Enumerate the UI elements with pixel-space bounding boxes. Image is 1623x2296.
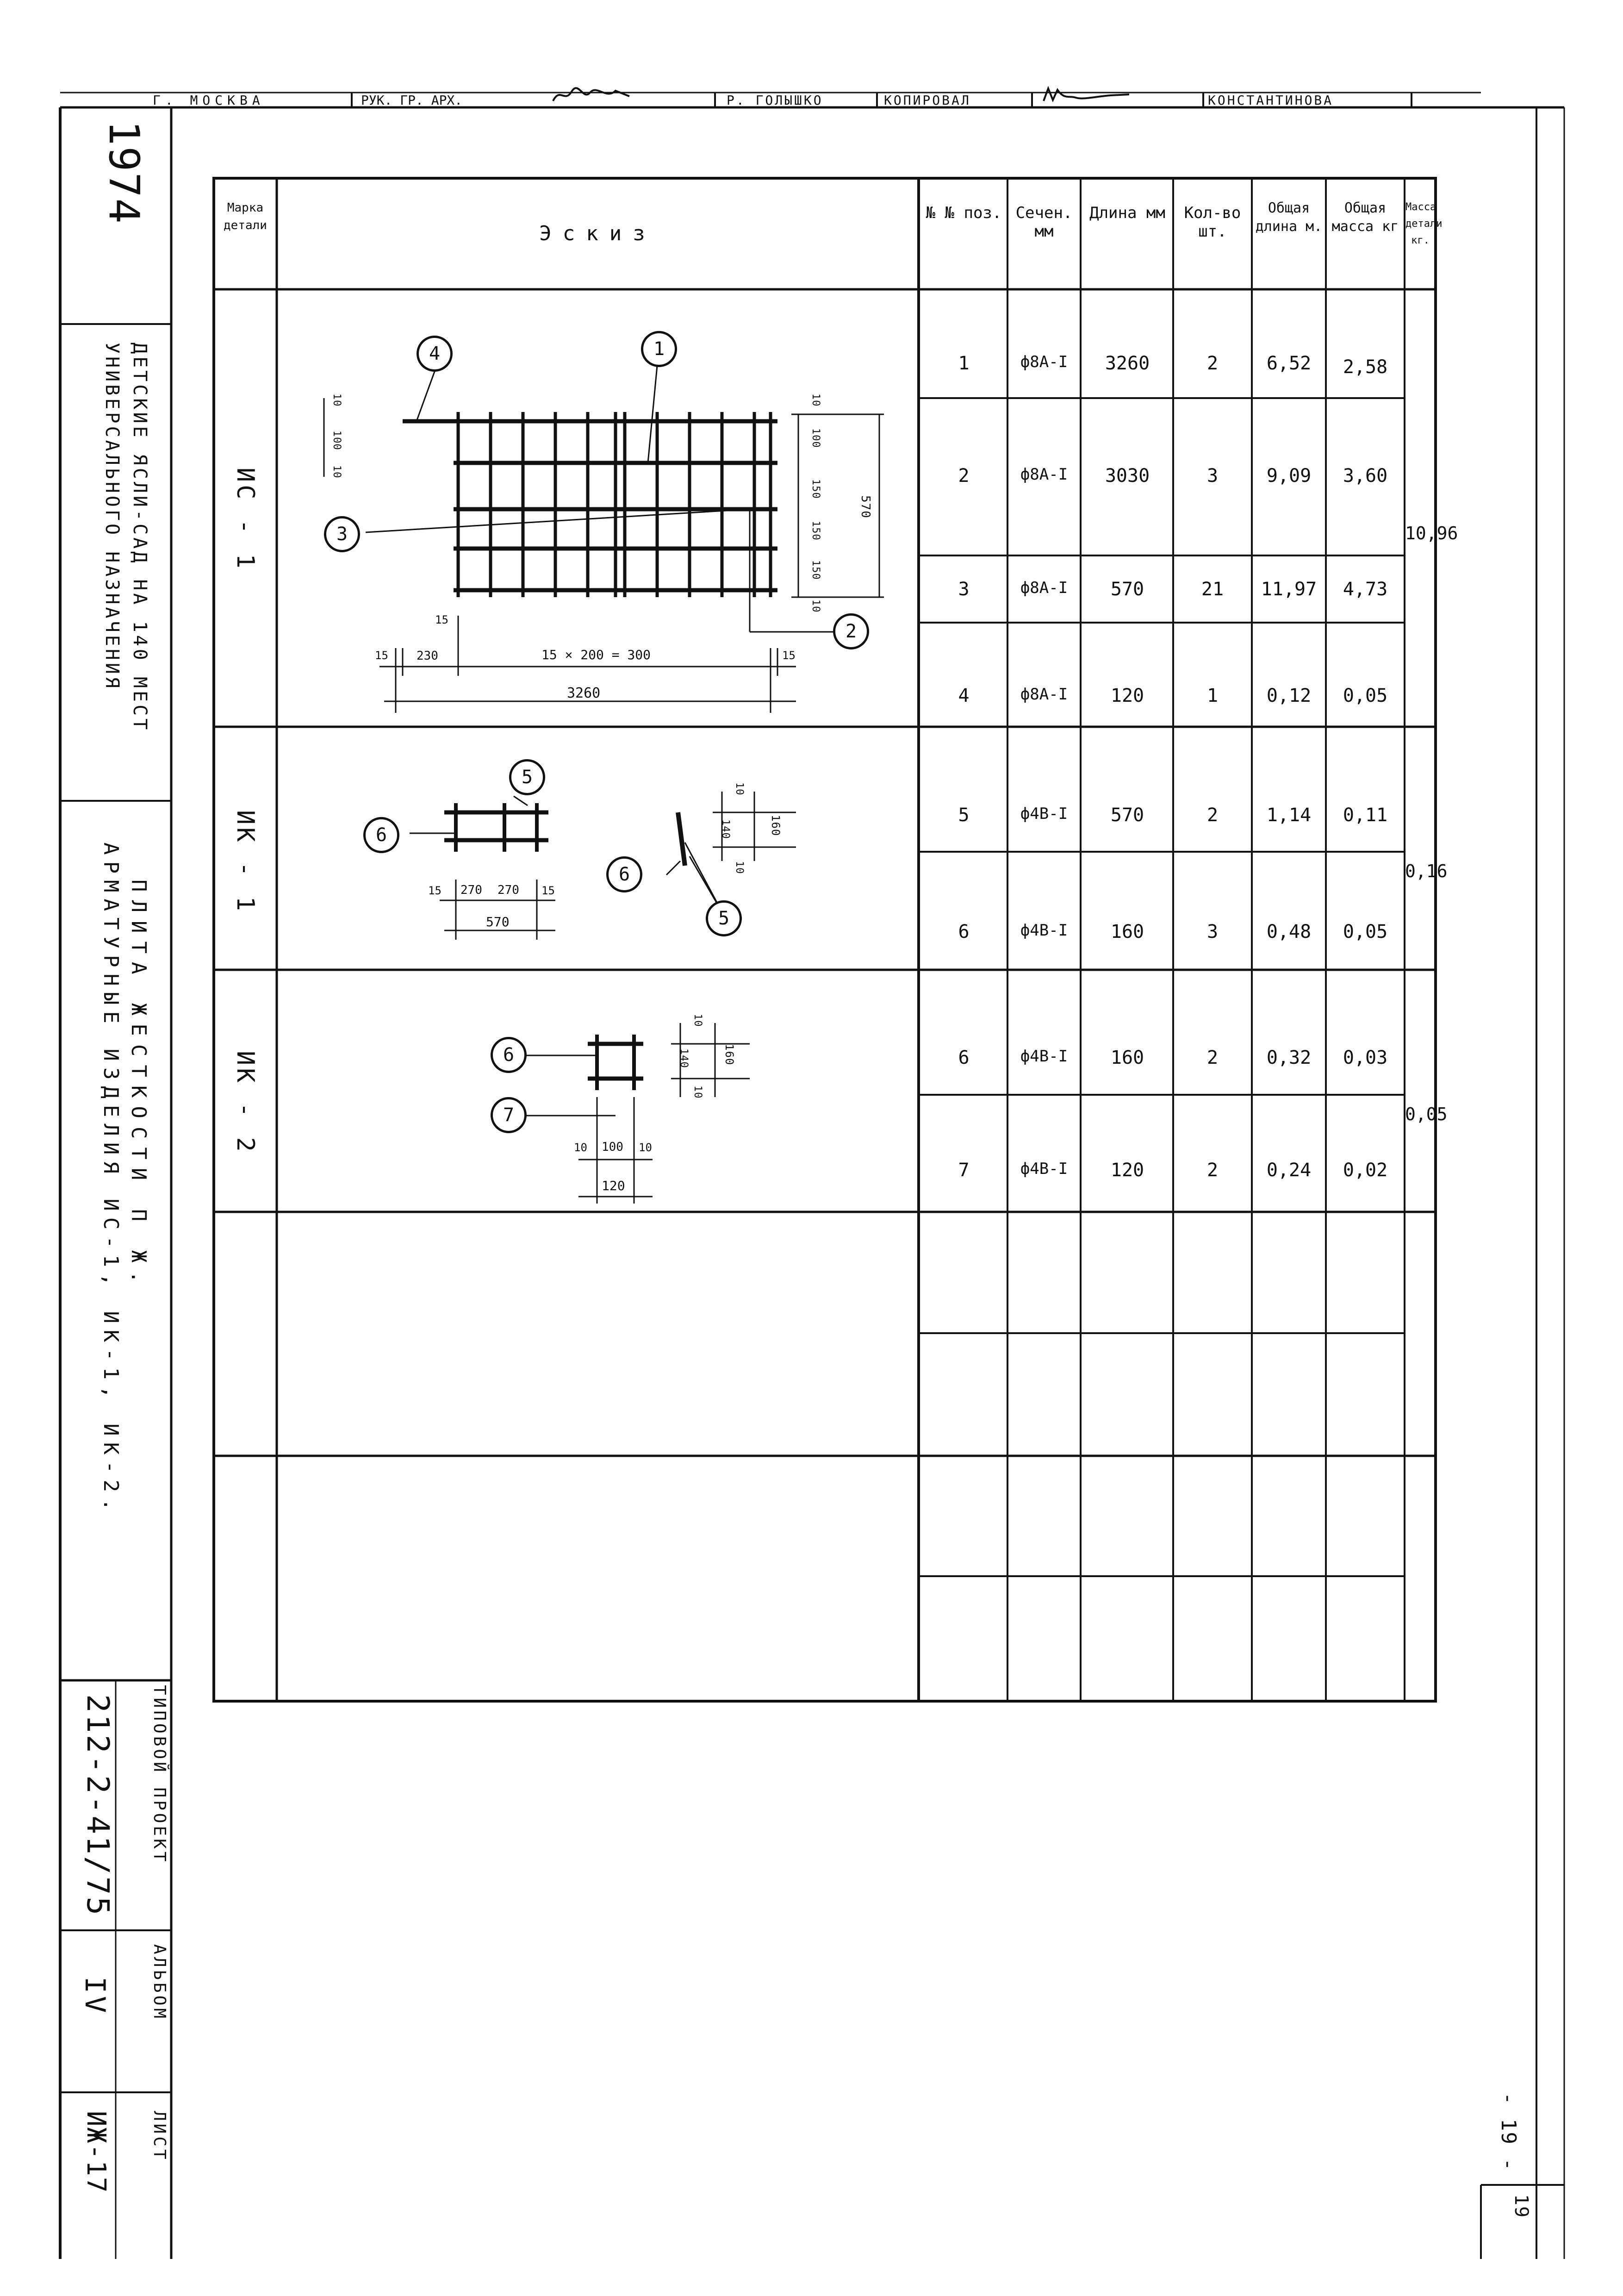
cell-pos: 1 xyxy=(958,353,970,374)
detail-mass-is1: 10,96 xyxy=(1405,523,1458,543)
dim-150-right-a: 150 xyxy=(810,479,821,499)
dim-270-b: 270 xyxy=(497,883,519,897)
header-sketch: Эскиз xyxy=(539,222,656,245)
pos-marker-6-ik2: 6 xyxy=(491,1037,527,1073)
dim-v160-ik2: 160 xyxy=(723,1044,736,1066)
cell-section: ф8А-I xyxy=(1020,465,1068,484)
cell-total-mass: 0,11 xyxy=(1343,805,1388,826)
cell-length: 570 xyxy=(1110,579,1144,600)
cell-total-mass: 0,03 xyxy=(1343,1047,1388,1068)
dim-230: 230 xyxy=(417,649,438,663)
cell-total-mass: 0,05 xyxy=(1343,921,1388,942)
cell-length: 3260 xyxy=(1105,353,1150,374)
sketch-ik2-frame xyxy=(525,1023,750,1204)
dim-v10-ik2-a: 10 xyxy=(692,1014,703,1027)
pos-marker-6-left: 6 xyxy=(363,817,399,853)
header-total-mass: Общая масса кг xyxy=(1331,200,1399,235)
dim-v160: 160 xyxy=(769,815,782,836)
dim-v140-ik2: 140 xyxy=(678,1048,690,1068)
cell-pos: 4 xyxy=(958,685,970,706)
dim-15-b: 15 xyxy=(541,884,555,897)
dim-15-top: 15 xyxy=(435,613,448,626)
pos-marker-7: 7 xyxy=(491,1097,527,1133)
dim-100-right: 100 xyxy=(810,428,821,448)
mark-ik2: ИК - 2 xyxy=(231,1051,259,1154)
sheet-value: ИЖ-17 xyxy=(81,2111,111,2194)
cell-qty: 1 xyxy=(1206,685,1219,706)
cell-section: ф8А-I xyxy=(1020,353,1068,371)
cell-length: 160 xyxy=(1110,921,1144,942)
cell-qty: 3 xyxy=(1206,465,1219,487)
sheet-label: ЛИСТ xyxy=(150,2111,169,2162)
cell-section: ф8А-I xyxy=(1020,579,1068,597)
cell-section: ф8А-I xyxy=(1020,685,1068,704)
mark-ik1: ИК - 1 xyxy=(231,810,259,914)
dim-v10-a: 10 xyxy=(734,782,745,796)
dim-10-right-top: 10 xyxy=(810,393,821,407)
header-qty: Кол-во шт. xyxy=(1184,204,1241,241)
dim-15-right: 15 xyxy=(782,649,796,662)
dim-15-left: 15 xyxy=(375,649,388,662)
cell-length: 570 xyxy=(1110,805,1144,826)
dim-100-left: 100 xyxy=(331,430,342,450)
page-number: - 19 - xyxy=(1497,2092,1520,2171)
cell-total-length: 1,14 xyxy=(1266,805,1312,826)
project-name-line2: УНИВЕРСАЛЬНОГО НАЗНАЧЕНИЯ xyxy=(101,343,123,691)
cell-section: ф4В-I xyxy=(1020,1047,1068,1066)
cell-pos: 7 xyxy=(958,1160,970,1181)
cell-total-length: 11,97 xyxy=(1261,579,1317,600)
dim-120-ik2: 120 xyxy=(602,1178,625,1193)
header-total-length: Общая длина м. xyxy=(1255,200,1323,235)
cell-pos: 5 xyxy=(958,805,970,826)
cell-qty: 2 xyxy=(1206,1047,1219,1068)
dim-10-ik2-b: 10 xyxy=(639,1141,652,1154)
header-mark: Марка детали xyxy=(224,201,267,232)
cell-section: ф4В-I xyxy=(1020,805,1068,823)
cell-section: ф4В-I xyxy=(1020,921,1068,940)
cell-total-length: 0,24 xyxy=(1266,1160,1312,1181)
sheet-title-line2: АРМАТУРНЫЕ ИЗДЕЛИЯ ИС-1, ИК-1, ИК-2. xyxy=(99,842,123,1517)
album-value: IV xyxy=(79,1977,111,2016)
cell-length: 120 xyxy=(1110,1160,1144,1181)
dim-15x200: 15 × 200 = 300 xyxy=(541,647,651,662)
cell-qty: 3 xyxy=(1206,921,1219,942)
cell-total-mass: 2,58 xyxy=(1343,356,1388,378)
pos-marker-5-top: 5 xyxy=(509,759,545,795)
cell-total-length: 0,48 xyxy=(1266,921,1312,942)
sheet-title-line1: ПЛИТА ЖЕСТКОСТИ П Ж. xyxy=(127,880,150,1292)
detail-mass-ik2: 0,05 xyxy=(1405,1104,1448,1124)
cell-pos: 2 xyxy=(958,465,970,487)
city-label: Г. МОСКВА xyxy=(153,93,265,108)
dim-10-right-bottom: 10 xyxy=(810,599,821,613)
cell-section: ф4В-I xyxy=(1020,1160,1068,1178)
pos-marker-3: 3 xyxy=(324,516,360,552)
header-section: Сечен. мм xyxy=(1015,204,1073,241)
cell-total-mass: 3,60 xyxy=(1343,465,1388,487)
cell-pos: 6 xyxy=(958,921,970,942)
header-length: Длина мм xyxy=(1089,204,1165,222)
cell-total-mass: 0,05 xyxy=(1343,685,1388,706)
type-project-value: 212-2-41/75 xyxy=(80,1694,116,1917)
dim-v10-b: 10 xyxy=(734,861,745,874)
year-label: 1974 xyxy=(99,120,148,225)
dim-10-top: 10 xyxy=(331,393,342,407)
dim-10-left: 10 xyxy=(331,465,342,479)
dim-270-a: 270 xyxy=(460,883,482,897)
dim-15-a: 15 xyxy=(428,884,442,897)
album-label: АЛЬБОМ xyxy=(150,1944,169,2021)
cell-total-mass: 4,73 xyxy=(1343,579,1388,600)
cell-total-mass: 0,02 xyxy=(1343,1160,1388,1181)
dim-3260: 3260 xyxy=(567,685,601,701)
cell-pos: 6 xyxy=(958,1047,970,1068)
type-project-label: ТИПОВОЙ ПРОЕКТ xyxy=(150,1685,169,1865)
cell-total-length: 0,12 xyxy=(1266,685,1312,706)
dim-10-ik2-a: 10 xyxy=(574,1141,587,1154)
cell-length: 3030 xyxy=(1105,465,1150,487)
role-chief-architect: РУК. ГР. АРХ. xyxy=(361,93,463,108)
cell-qty: 2 xyxy=(1206,1160,1219,1181)
pos-marker-1: 1 xyxy=(641,331,677,367)
pos-marker-4: 4 xyxy=(417,336,453,372)
role-copied: КОПИРОВАЛ xyxy=(884,93,971,108)
header-pos: № № поз. xyxy=(926,204,1002,222)
dim-150-right-c: 150 xyxy=(810,560,821,580)
signature-1-mark xyxy=(551,87,634,106)
cell-qty: 21 xyxy=(1201,579,1224,600)
dim-570-ik1: 570 xyxy=(486,914,510,930)
cell-pos: 3 xyxy=(958,579,970,600)
project-name-line1: ДЕТСКИЕ ЯСЛИ-САД НА 140 МЕСТ xyxy=(129,343,150,733)
signature-2-mark xyxy=(1041,86,1134,105)
cell-length: 160 xyxy=(1110,1047,1144,1068)
name-copier: КОНСТАНТИНОВА xyxy=(1208,93,1334,108)
pos-marker-5-bottom: 5 xyxy=(706,900,742,936)
mark-is1: ИС - 1 xyxy=(231,468,259,571)
dim-570: 570 xyxy=(858,495,872,518)
cell-total-length: 9,09 xyxy=(1266,465,1312,487)
dim-v10-ik2-b: 10 xyxy=(692,1086,703,1099)
dim-v140: 140 xyxy=(720,819,731,839)
name-chief-architect: Р. ГОЛЫШКО xyxy=(727,93,823,108)
dim-150-right-b: 150 xyxy=(810,521,821,541)
detail-mass-ik1: 0,16 xyxy=(1405,861,1448,881)
title-strip xyxy=(60,94,1481,107)
cell-total-length: 6,52 xyxy=(1266,353,1312,374)
pos-marker-2: 2 xyxy=(833,613,869,649)
cell-total-length: 0,32 xyxy=(1266,1047,1312,1068)
header-detail-mass: Масса детали кг. xyxy=(1405,201,1443,246)
cell-qty: 2 xyxy=(1206,805,1219,826)
dim-100-ik2: 100 xyxy=(602,1140,623,1154)
page-number-box: 19 xyxy=(1511,2194,1532,2219)
cell-qty: 2 xyxy=(1206,353,1219,374)
pos-marker-6-right: 6 xyxy=(606,856,642,892)
cell-length: 120 xyxy=(1110,685,1144,706)
